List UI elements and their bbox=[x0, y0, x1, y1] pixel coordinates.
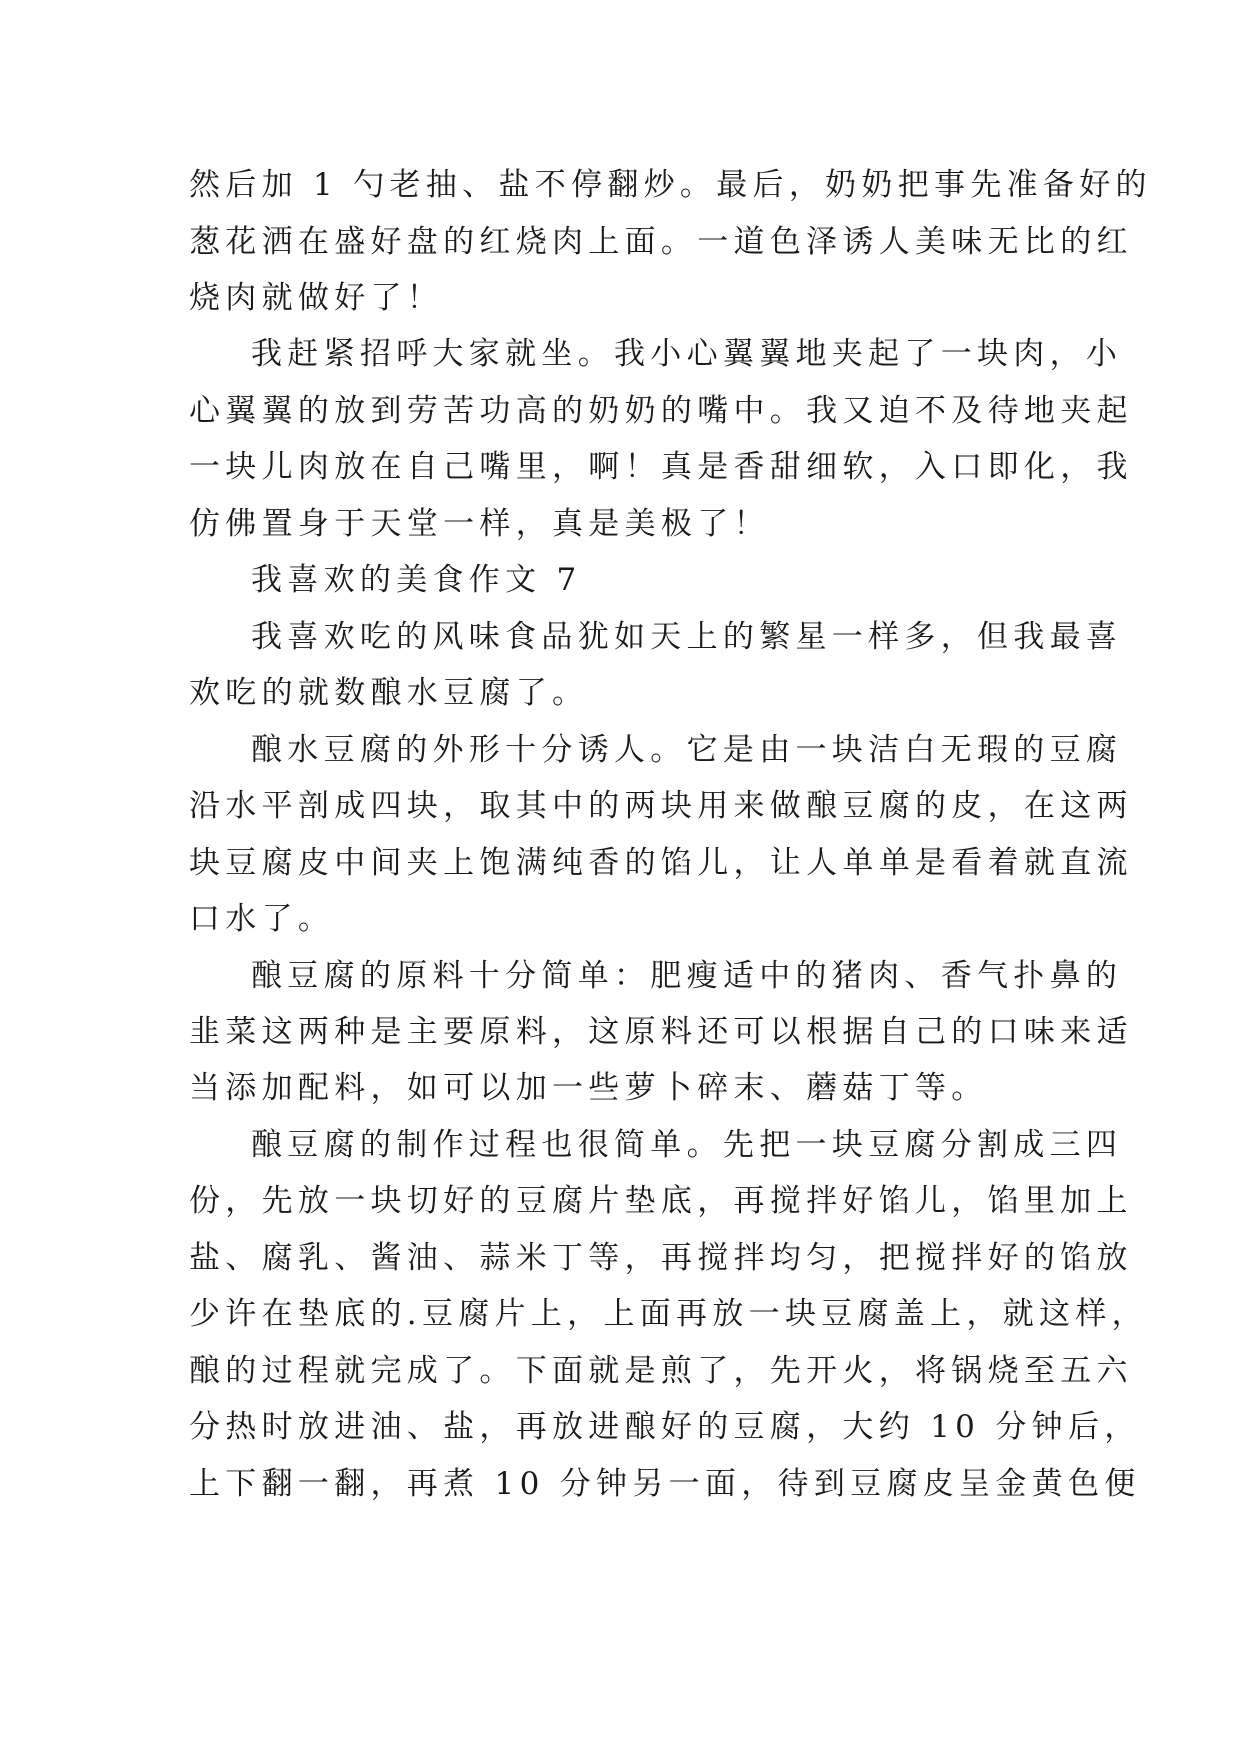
text-line: 沿水平剖成四块，取其中的两块用来做酿豆腐的皮，在这两 bbox=[189, 788, 1133, 824]
paragraph-first-line: 酿水豆腐的外形十分诱人。它是由一块洁白无瑕的豆腐 bbox=[251, 732, 1123, 768]
text-line: 葱花洒在盛好盘的红烧肉上面。一道色泽诱人美味无比的红 bbox=[189, 224, 1133, 260]
text-line: 一块儿肉放在自己嘴里，啊！真是香甜细软，入口即化，我 bbox=[189, 449, 1133, 485]
text-line: 欢吃的就数酿水豆腐了。 bbox=[189, 675, 589, 711]
text-line: 盐、腐乳、酱油、蒜米丁等，再搅拌均匀，把搅拌好的馅放 bbox=[189, 1240, 1133, 1276]
paragraph-first-line: 酿豆腐的制作过程也很简单。先把一块豆腐分割成三四 bbox=[251, 1127, 1123, 1163]
text-line: 韭菜这两种是主要原料，这原料还可以根据自己的口味来适 bbox=[189, 1014, 1133, 1050]
text-line: 口水了。 bbox=[189, 901, 335, 937]
paragraph-first-line: 我喜欢吃的风味食品犹如天上的繁星一样多，但我最喜 bbox=[251, 619, 1123, 655]
text-line: 分热时放进油、盐，再放进酿好的豆腐，大约 10 分钟后， bbox=[189, 1409, 1141, 1445]
text-line: 当添加配料，如可以加一些萝卜碎末、蘑菇丁等。 bbox=[189, 1070, 988, 1106]
section-heading: 我喜欢的美食作文 7 bbox=[251, 562, 582, 598]
text-line: 上下翻一翻，再煮 10 分钟另一面，待到豆腐皮呈金黄色便 bbox=[189, 1466, 1141, 1502]
text-line: 仿佛置身于天堂一样，真是美极了！ bbox=[189, 506, 770, 542]
text-line: 然后加 1 勺老抽、盐不停翻炒。最后，奶奶把事先准备好的 bbox=[189, 167, 1152, 203]
text-line: 心翼翼的放到劳苦功高的奶奶的嘴中。我又迫不及待地夹起 bbox=[189, 393, 1133, 429]
paragraph-first-line: 酿豆腐的原料十分简单：肥瘦适中的猪肉、香气扑鼻的 bbox=[251, 958, 1123, 994]
text-line: 少许在垫底的.豆腐片上，上面再放一块豆腐盖上，就这样， bbox=[189, 1296, 1148, 1332]
paragraph-first-line: 我赶紧招呼大家就坐。我小心翼翼地夹起了一块肉，小 bbox=[251, 336, 1123, 372]
text-line: 烧肉就做好了！ bbox=[189, 280, 444, 316]
text-line: 份，先放一块切好的豆腐片垫底，再搅拌好馅儿，馅里加上 bbox=[189, 1183, 1133, 1219]
text-line: 块豆腐皮中间夹上饱满纯香的馅儿，让人单单是看着就直流 bbox=[189, 845, 1133, 881]
text-line: 酿的过程就完成了。下面就是煎了，先开火，将锅烧至五六 bbox=[189, 1353, 1133, 1389]
